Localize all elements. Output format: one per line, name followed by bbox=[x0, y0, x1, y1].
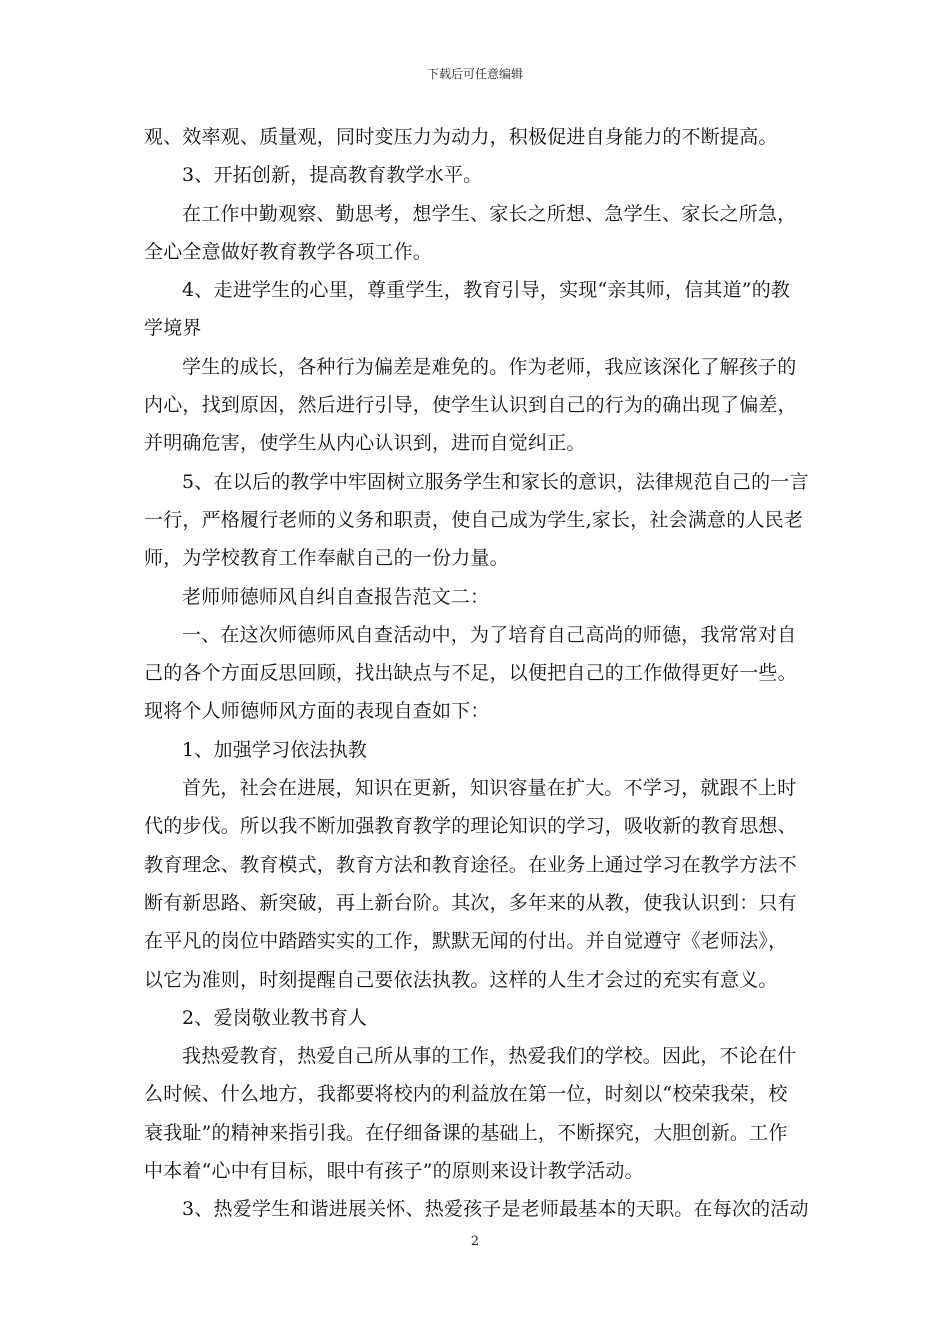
page-header: 下载后可任意编辑 bbox=[426, 67, 523, 81]
text-line: 5、在以后的教学中牢固树立服务学生和家长的意识，法律规范自己的一言 bbox=[182, 470, 809, 493]
text-line: 在工作中勤观察、勤思考，想学生、家长之所想、急学生、家长之所急， bbox=[182, 202, 797, 225]
text-line: 老师师德师风自纠自查报告范文二： bbox=[182, 585, 490, 608]
text-line: 一、在这次师德师风自查活动中，为了培育自己高尚的师德，我常常对自 bbox=[182, 623, 797, 646]
text-line: 一行，严格履行老师的义务和职责，使自己成为学生,家长，社会满意的人民老 bbox=[144, 508, 804, 531]
text-line: 师，为学校教育工作奉献自己的一份力量。 bbox=[144, 547, 509, 570]
text-line: 中本着“心中有目标，眼中有孩子”的原则来设计教学活动。 bbox=[144, 1160, 644, 1183]
text-line: 3、热爱学生和谐进展关怀、热爱孩子是老师最基本的天职。在每次的活动 bbox=[182, 1198, 809, 1221]
text-line: 现将个人师德师风方面的表现自查如下： bbox=[144, 700, 490, 723]
text-line: 4、走进学生的心里，尊重学生，教育引导，实现“亲其师，信其道”的教 bbox=[182, 279, 791, 302]
text-line: 2、爱岗敬业教书育人 bbox=[182, 1006, 368, 1029]
text-line: 3、开拓创新，提高教育教学水平。 bbox=[182, 164, 483, 187]
text-line: 观、效率观、质量观，同时变压力为动力，积极促进自身能力的不断提高。 bbox=[144, 126, 778, 148]
text-line: 并明确危害，使学生从内心认识到，进而自觉纠正。 bbox=[144, 432, 586, 455]
text-line: 首先，社会在进展，知识在更新，知识容量在扩大。不学习，就跟不上时 bbox=[182, 777, 797, 800]
text-line: 在平凡的岗位中踏踏实实的工作，默默无闻的付出。并自觉遵守《老师法》， bbox=[144, 930, 788, 953]
text-line: 教育理念、教育模式，教育方法和教育途径。在业务上通过学习在教学方法不 bbox=[144, 853, 797, 876]
text-line: 学境界 bbox=[144, 317, 202, 340]
text-line: 代的步伐。所以我不断加强教育教学的理论知识的学习，吸收新的教育思想、 bbox=[144, 815, 797, 838]
text-line: 学生的成长，各种行为偏差是难免的。作为老师，我应该深化了解孩子的 bbox=[182, 355, 797, 378]
text-line: 么时候、什么地方，我都要将校内的利益放在第一位，时刻以“校荣我荣，校 bbox=[144, 1083, 788, 1106]
text-line: 全心全意做好教育教学各项工作。 bbox=[144, 240, 433, 263]
text-line: 我热爱教育，热爱自己所从事的工作，热爱我们的学校。因此，不论在什 bbox=[182, 1045, 797, 1068]
text-line: 己的各个方面反思回顾，找出缺点与不足，以便把自己的工作做得更好一些。 bbox=[144, 662, 797, 685]
text-line: 衰我耻”的精神来指引我。在仔细备课的基础上，不断探究，大胆创新。工作 bbox=[144, 1121, 788, 1144]
body-text bbox=[144, 118, 809, 1229]
text-line: 断有新思路、新突破，再上新台阶。其次，多年来的从教，使我认识到：只有 bbox=[144, 891, 797, 914]
text-line: 内心，找到原因，然后进行引导，使学生认识到自己的行为的确出现了偏差， bbox=[144, 394, 797, 417]
page-number: 2 bbox=[470, 1234, 480, 1249]
text-line: 以它为准则，时刻提醒自己要依法执教。这样的人生才会过的充实有意义。 bbox=[144, 968, 778, 991]
text-line: 1、加强学习依法执教 bbox=[182, 738, 368, 761]
